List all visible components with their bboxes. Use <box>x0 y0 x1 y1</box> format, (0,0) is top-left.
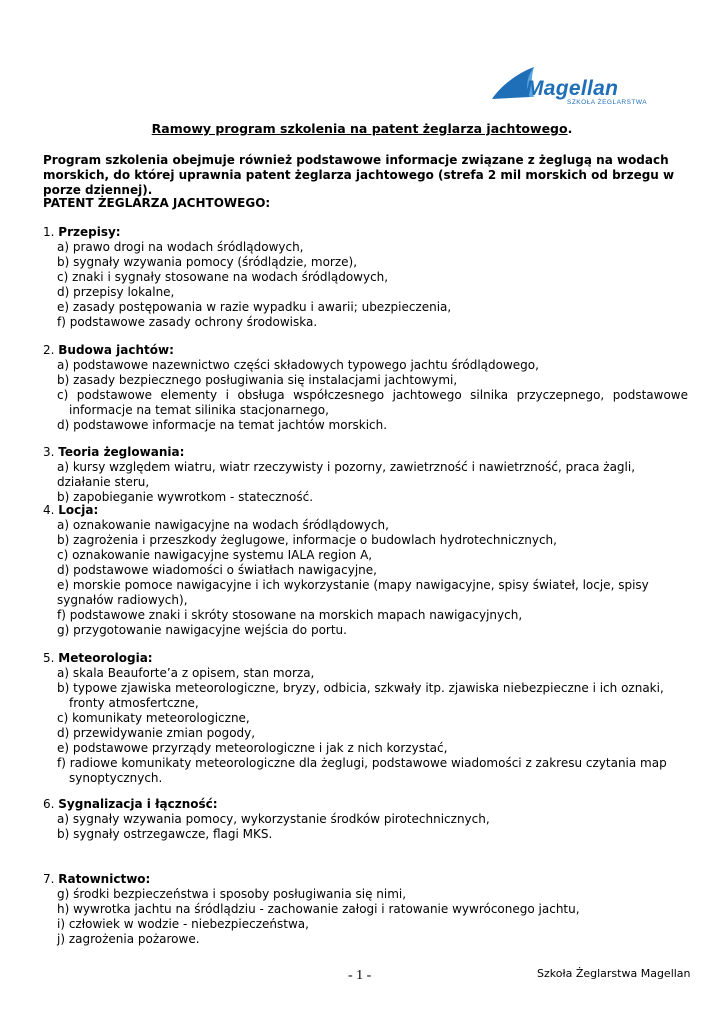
footer-school-name: Szkoła Żeglarstwa Magellan <box>537 967 691 980</box>
list-item: a) sygnały wzywania pomocy, wykorzystanie środków pirotechnicznych, <box>57 812 490 826</box>
list-item: b) typowe zjawiska meteorologiczne, bryzy, odbicia, szkwały itp. zjawiska niebezpieczne i ich oznaki, fronty atmosfertczne, <box>57 681 664 710</box>
list-item: b) zapobieganie wywrotkom - stateczność. <box>57 490 314 504</box>
list-item: c) komunikaty meteorologiczne, <box>57 711 250 725</box>
document-title-text: Ramowy program szkolenia na patent żeglarza jachtowego <box>151 121 568 136</box>
list-item: f) podstawowe znaki i skróty stosowane na morskich mapach nawigacyjnych, <box>57 608 523 622</box>
list-item: c) podstawowe elementy i obsługa współczesnego jachtowego silnika przyczepnego, podstawowe informacje na temat silinika stacjonarnego, <box>57 388 688 417</box>
logo-subtitle: SZKOŁA ŻEGLARSTWA <box>567 99 648 106</box>
section-sygnalizacja <box>43 797 688 842</box>
list-item: c) znaki i sygnały stosowane na wodach śródlądowych, <box>57 270 389 284</box>
section-heading: 5. Meteorologia: <box>43 651 153 665</box>
list-item: e) podstawowe przyrządy meteorologiczne i jak z nich korzystać, <box>57 741 448 755</box>
page-number: - 1 - <box>348 968 372 983</box>
section-przepisy <box>43 225 688 330</box>
magellan-logo <box>490 66 670 110</box>
list-item: b) zagrożenia i przeszkody żeglugowe, informacje o budowlach hydrotechnicznych, <box>57 533 557 547</box>
list-item: g) przygotowanie nawigacyjne wejścia do portu. <box>57 623 347 637</box>
list-item: f) radiowe komunikaty meteorologiczne dla żeglugi, podstawowe wiadomości z zakresu czytania map synoptycznych. <box>57 756 667 785</box>
list-item: d) przewidywanie zmian pogody, <box>57 726 256 740</box>
section-heading: 4. Locja: <box>43 503 99 517</box>
logo-wordmark: Magellan <box>526 77 619 100</box>
list-item: a) kursy względem wiatru, wiatr rzeczywisty i pozorny, zawietrzność i nawietrzność, praca żagli, działanie steru, <box>57 460 636 489</box>
list-item: h) wywrotka jachtu na śródlądziu - zachowanie załogi i ratowanie wywróconego jachtu, <box>57 902 580 916</box>
list-item: a) skala Beauforte’a z opisem, stan morza, <box>57 666 315 680</box>
list-item: b) zasady bezpiecznego posługiwania się instalacjami jachtowymi, <box>57 373 458 387</box>
section-heading: 3. Teoria żeglowania: <box>43 445 185 459</box>
section-budowa-jachtow <box>43 343 688 433</box>
list-item: d) przepisy lokalne, <box>57 285 175 299</box>
section-teoria-zeglowania <box>43 445 688 505</box>
list-item: b) sygnały wzywania pomocy (śródlądzie, morze), <box>57 255 358 269</box>
section-heading: 1. Przepisy: <box>43 225 121 239</box>
list-item: i) człowiek w wodzie - niebezpieczeństwa, <box>57 917 309 931</box>
document-title-period: . <box>567 121 573 136</box>
list-item: j) zagrożenia pożarowe. <box>57 932 200 946</box>
section-meteorologia <box>43 651 688 786</box>
list-item: e) morskie pomoce nawigacyjne i ich wykorzystanie (mapy nawigacyjne, spisy świateł, locje, spisy sygnałów radiowych), <box>57 578 649 607</box>
section-locja <box>43 503 688 638</box>
section-heading: 6. Sygnalizacja i łączność: <box>43 797 218 811</box>
document-title <box>0 121 724 136</box>
list-item: a) prawo drogi na wodach śródlądowych, <box>57 240 304 254</box>
section-ratownictwo <box>43 872 688 947</box>
list-item: c) oznakowanie nawigacyjne systemu IALA region A, <box>57 548 373 562</box>
section-heading: 7. Ratownictwo: <box>43 872 151 886</box>
list-item: a) podstawowe nazewnictwo części składowych typowego jachtu śródlądowego, <box>57 358 539 372</box>
list-item: b) sygnały ostrzegawcze, flagi MKS. <box>57 827 273 841</box>
patent-heading: PATENT ŻEGLARZA JACHTOWEGO: <box>43 196 271 210</box>
intro-paragraph: Program szkolenia obejmuje również podstawowe informacje związane z żeglugą na wodach morskich, do której uprawnia patent żeglarza jachtowego (strefa 2 mil morskich od brzegu w porze dziennej). <box>43 153 675 197</box>
list-item: f) podstawowe zasady ochrony środowiska. <box>57 315 318 329</box>
list-item: g) środki bezpieczeństwa i sposoby posługiwania się nimi, <box>57 887 407 901</box>
list-item: d) podstawowe wiadomości o światłach nawigacyjne, <box>57 563 377 577</box>
list-item: d) podstawowe informacje na temat jachtów morskich. <box>57 418 388 432</box>
list-item: a) oznakowanie nawigacyjne na wodach śródlądowych, <box>57 518 389 532</box>
list-item: e) zasady postępowania w razie wypadku i awarii; ubezpieczenia, <box>57 300 452 314</box>
section-heading: 2. Budowa jachtów: <box>43 343 174 357</box>
